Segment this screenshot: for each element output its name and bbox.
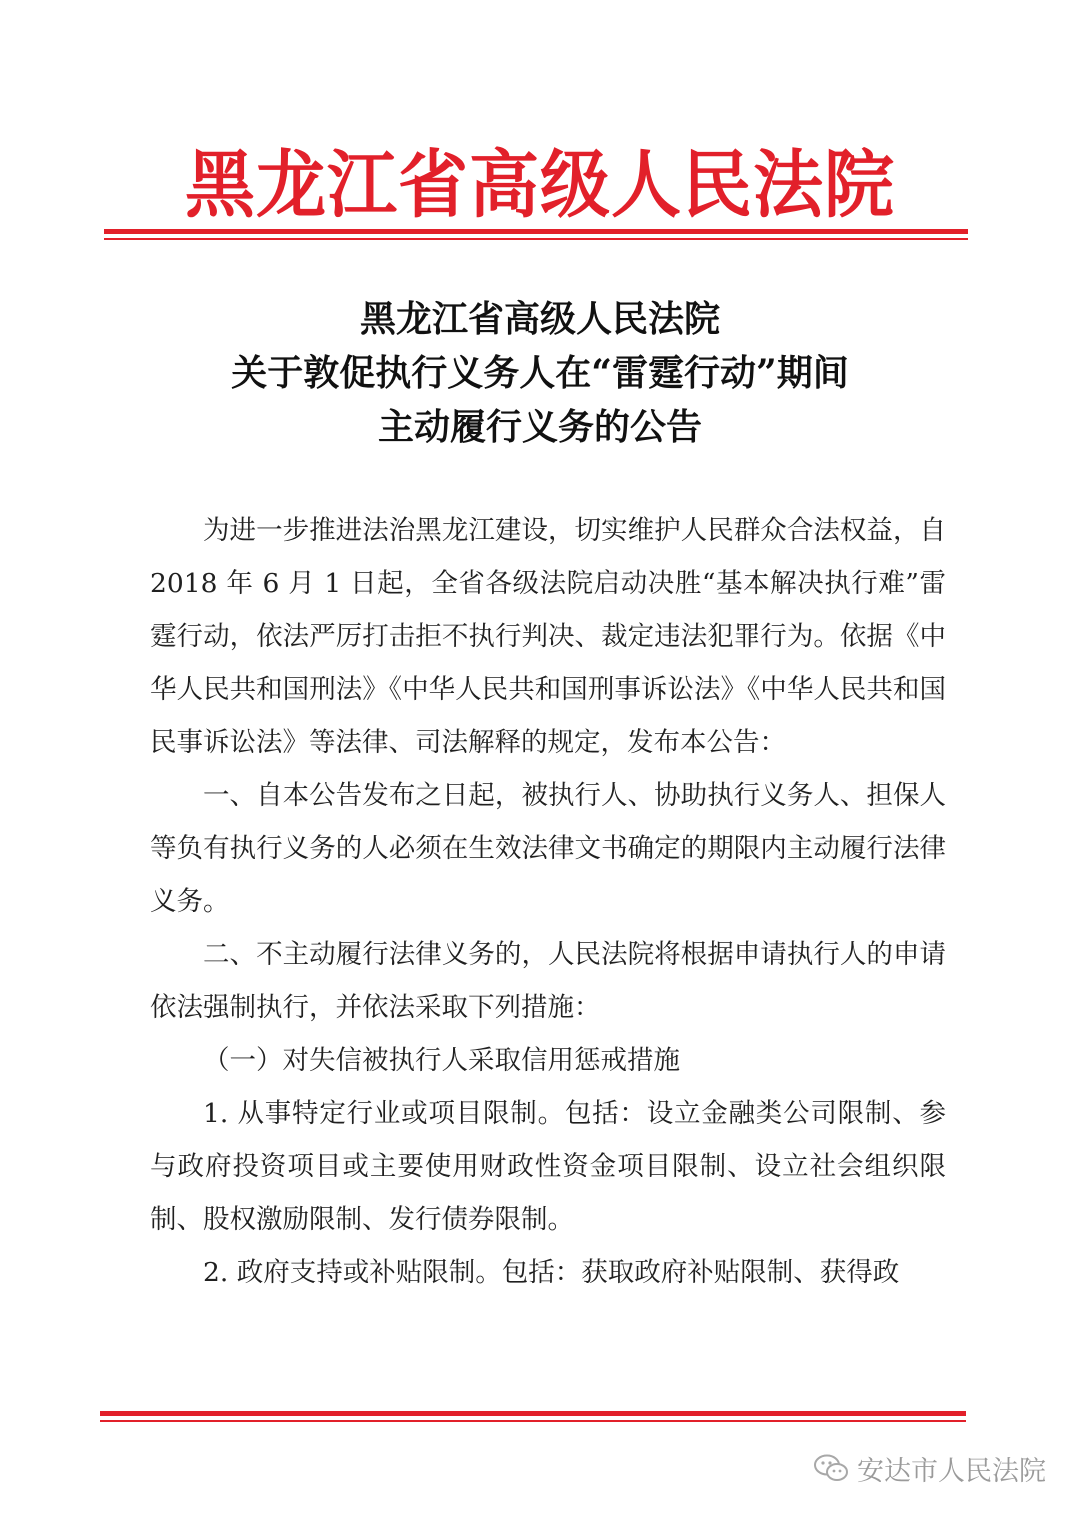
section-one-heading: （一）对失信被执行人采取信用惩戒措施 xyxy=(203,1045,680,1076)
watermark-text: 安达市人民法院 xyxy=(857,1455,1046,1487)
intro-paragraph: 为进一步推进法治黑龙江建设，切实维护人民群众合法权益，自 2018 年 6 月 1 日起，全省各级法院启动决胜“基本解决执行难”雷霆行动，依法严厉打击拒不执行判决、裁定违法犯罪行为。依据《中华人民共和国刑法》《中华人民共和国刑事诉讼法》《中华人民共和国民事诉讼法》等法律、司法解释的规定，发布本公告： xyxy=(150,515,946,758)
top-red-rule-thick xyxy=(104,229,968,234)
bottom-red-rule-thick xyxy=(100,1411,966,1416)
notice-body xyxy=(150,504,946,1299)
clause-one-paragraph: 一、自本公告发布之日起，被执行人、协助执行义务人、担保人等负有执行义务的人必须在生效法律文书确定的期限内主动履行法律义务。 xyxy=(150,780,946,917)
notice-title-line-1: 黑龙江省高级人民法院 xyxy=(359,298,720,340)
notice-title-line-2: 关于敦促执行义务人在“雷霆行动”期间 xyxy=(231,352,849,394)
clause-two-paragraph: 二、不主动履行法律义务的，人民法院将根据申请执行人的申请依法强制执行，并依法采取下列措施： xyxy=(150,939,946,1023)
item-one-paragraph: 1. 从事特定行业或项目限制。包括：设立金融类公司限制、参与政府投资项目或主要使用财政性资金项目限制、设立社会组织限制、股权激励限制、发行债券限制。 xyxy=(150,1098,946,1235)
item-two-paragraph: 2. 政府支持或补贴限制。包括：获取政府补贴限制、获得政 xyxy=(203,1257,900,1288)
top-red-rule-thin xyxy=(104,238,968,240)
bottom-red-rule-thin xyxy=(100,1420,966,1422)
wechat-icon xyxy=(813,1453,849,1483)
watermark xyxy=(813,1446,1046,1490)
court-masthead: 黑龙江省高级人民法院 xyxy=(185,141,895,229)
notice-title-line-3: 主动履行义务的公告 xyxy=(377,406,702,448)
